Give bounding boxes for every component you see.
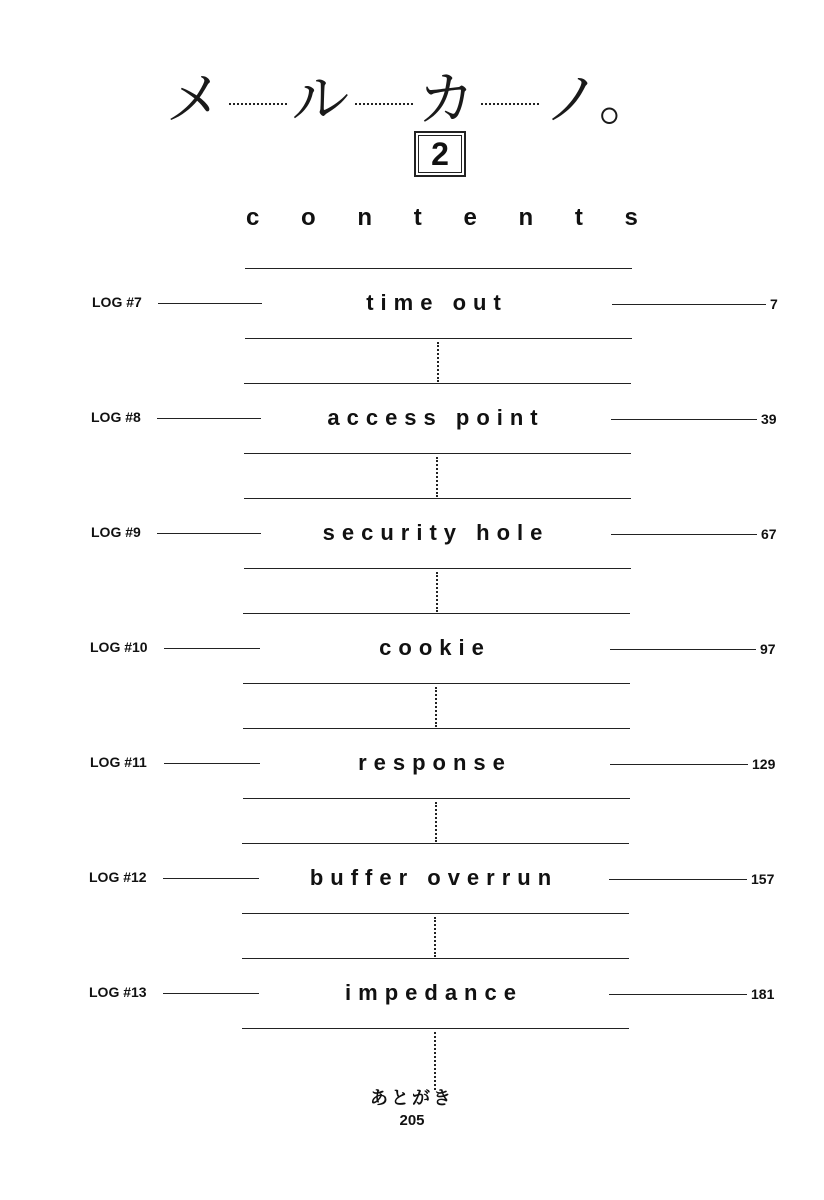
entry-right-leader <box>609 879 747 880</box>
entry-page-number: 7 <box>770 296 778 312</box>
entry-top-rule <box>242 843 629 844</box>
entry-top-rule <box>243 613 630 614</box>
afterword-page-number: 205 <box>399 1112 425 1129</box>
contents-letter: t <box>574 204 583 231</box>
entry-bottom-rule <box>242 1028 629 1029</box>
entry-right-leader <box>609 994 747 995</box>
volume-number-box <box>414 131 466 177</box>
entry-right-leader <box>610 649 756 650</box>
title-dotted-separator <box>355 103 413 105</box>
entry-log-label: LOG #10 <box>90 639 148 655</box>
entry-top-rule <box>244 383 631 384</box>
entry-right-leader <box>610 764 748 765</box>
entry-log-label: LOG #12 <box>89 869 147 885</box>
contents-heading <box>246 204 638 232</box>
entry-title[interactable]: cookie <box>379 635 491 660</box>
entry-title[interactable]: security hole <box>322 520 550 545</box>
contents-letter: n <box>357 204 373 231</box>
entry-bottom-rule <box>244 568 631 569</box>
entry-left-leader <box>164 648 260 649</box>
entry-dotted-connector <box>436 457 438 497</box>
entry-left-leader <box>157 418 261 419</box>
entry-bottom-rule <box>244 453 631 454</box>
title-part: メ <box>165 65 226 133</box>
entry-page-number: 157 <box>751 871 775 887</box>
entry-page-number: 181 <box>751 986 775 1002</box>
contents-letter: o <box>301 204 316 231</box>
title-dotted-separator <box>481 103 539 105</box>
entry-top-rule <box>244 498 631 499</box>
entry-log-label: LOG #11 <box>90 754 147 770</box>
title-dotted-separator <box>229 103 287 105</box>
entry-title[interactable]: time out <box>366 290 508 315</box>
entry-dotted-connector <box>435 802 437 842</box>
entry-right-leader <box>612 304 766 305</box>
entry-page-number: 97 <box>760 641 776 657</box>
entry-dotted-connector <box>437 342 439 382</box>
entry-title[interactable]: access point <box>327 405 545 430</box>
entry-right-leader <box>611 419 757 420</box>
title-part: ノ。 <box>543 65 659 133</box>
entry-bottom-rule <box>245 338 632 339</box>
entry-left-leader <box>157 533 261 534</box>
contents-letter: e <box>463 204 477 231</box>
entry-log-label: LOG #7 <box>92 294 142 310</box>
entry-dotted-connector <box>436 572 438 612</box>
entry-dotted-connector <box>434 1032 436 1090</box>
entry-dotted-connector <box>434 917 436 957</box>
entry-top-rule <box>242 958 629 959</box>
entry-dotted-connector <box>435 687 437 727</box>
contents-letter: c <box>246 204 260 231</box>
entry-log-label: LOG #9 <box>91 524 141 540</box>
entry-title[interactable]: impedance <box>345 980 523 1005</box>
entry-title[interactable]: buffer overrun <box>309 865 559 890</box>
entry-page-number: 39 <box>761 411 777 427</box>
entry-left-leader <box>158 303 262 304</box>
title-part: ル <box>291 65 352 133</box>
contents-letter: s <box>624 204 638 231</box>
contents-letter: t <box>413 204 422 231</box>
entry-log-label: LOG #8 <box>91 409 141 425</box>
entry-top-rule <box>245 268 632 269</box>
entry-bottom-rule <box>243 798 630 799</box>
volume-number: 2 <box>418 135 462 173</box>
entry-top-rule <box>243 728 630 729</box>
contents-letter: n <box>518 204 534 231</box>
entry-left-leader <box>164 763 260 764</box>
entry-right-leader <box>611 534 757 535</box>
entry-bottom-rule <box>243 683 630 684</box>
entry-bottom-rule <box>242 913 629 914</box>
entry-left-leader <box>163 993 259 994</box>
book-title <box>0 52 824 136</box>
title-part: カ <box>417 65 478 133</box>
entry-log-label: LOG #13 <box>89 984 147 1000</box>
afterword-title[interactable]: あとがき <box>370 1088 454 1109</box>
entry-page-number: 67 <box>761 526 777 542</box>
entry-left-leader <box>163 878 259 879</box>
entry-title[interactable]: response <box>358 750 512 775</box>
entry-page-number: 129 <box>752 756 776 772</box>
